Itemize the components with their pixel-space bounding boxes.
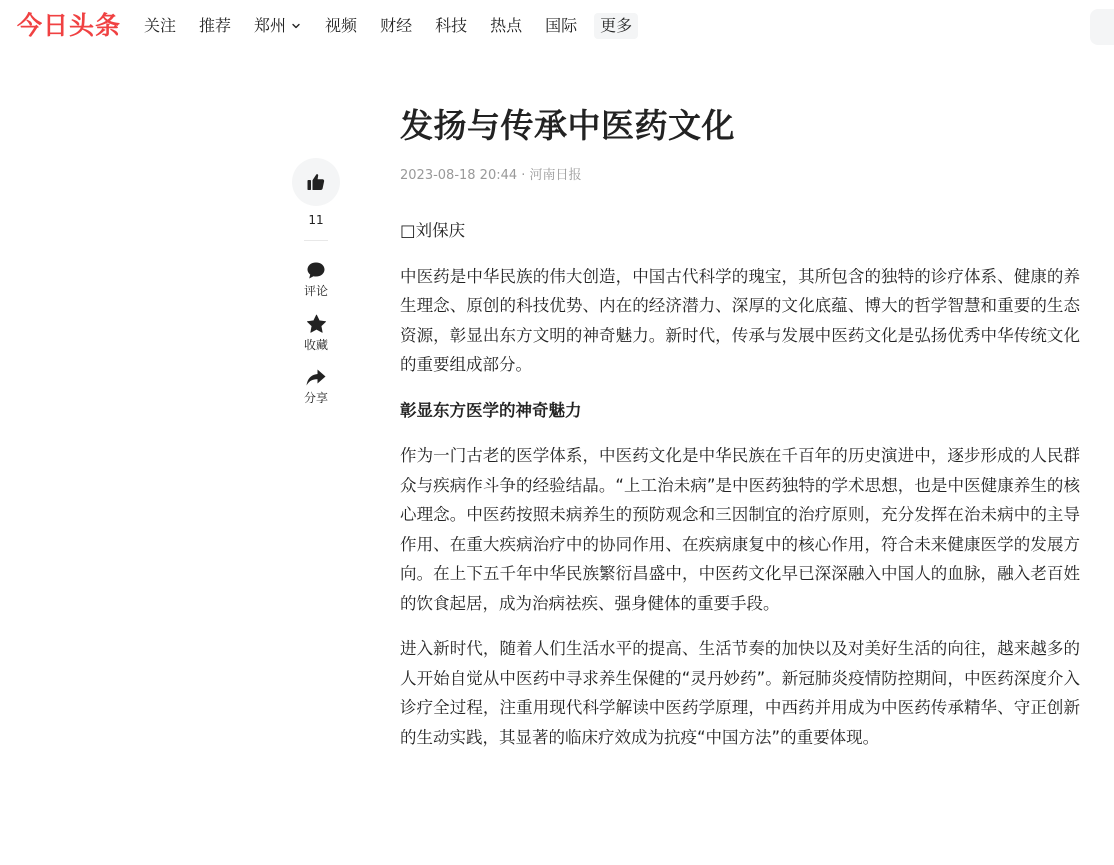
- nav-item-follow[interactable]: 关注: [144, 16, 177, 35]
- share-button[interactable]: [292, 368, 340, 405]
- toutiao-logo[interactable]: 今日头条: [17, 11, 122, 40]
- comment-label: 评论: [303, 284, 328, 298]
- favorite-button[interactable]: [292, 314, 340, 352]
- like-count: 11: [308, 213, 324, 227]
- nav-item-international[interactable]: 国际: [545, 16, 578, 35]
- comment-icon: [306, 261, 326, 280]
- favorite-label: 收藏: [303, 338, 328, 352]
- nav-item-hot[interactable]: 热点: [490, 16, 523, 35]
- article-paragraph: 作为一门古老的医学体系，中医药文化是中华民族在千百年的历史演进中，逐步形成的人民群众与疾病作斗争的经验结晶。“上工治未病”是中医药独特的学术思想，也是中医健康养生的核心理念。中医药按照未病养生的预防观念和三因制宜的治疗原则，充分发挥在治未病中的主导作用、在重大疾病治疗中的协同作用、在疾病康复中的核心作用，符合未来健康医学的发展方向。在上下五千年中华民族繁衍昌盛中，中医药文化早已深深融入中国人的血脉，融入老百姓的饮食起居，成为治病祛疾、强身健体的重要手段。: [400, 446, 1080, 613]
- article-meta: 2023-08-18 20:44 · 河南日报: [400, 168, 582, 183]
- nav-item-finance[interactable]: 财经: [380, 16, 413, 35]
- article-subheading: 彰显东方医学的神奇魅力: [400, 400, 582, 420]
- search-box-edge[interactable]: [1090, 9, 1114, 45]
- comment-button[interactable]: [292, 261, 340, 298]
- article-author: □刘保庆: [400, 221, 466, 240]
- like-button[interactable]: [292, 158, 340, 206]
- nav-item-zhengzhou[interactable]: [254, 13, 302, 39]
- nav-item-more[interactable]: 更多: [594, 13, 638, 39]
- nav-item-zhengzhou-label: 郑州: [254, 16, 287, 35]
- nav-item-tech[interactable]: 科技: [435, 16, 468, 35]
- nav-item-video[interactable]: 视频: [325, 16, 358, 35]
- article-title: 发扬与传承中医药文化: [400, 106, 735, 145]
- share-label: 分享: [303, 391, 328, 405]
- article-content: [400, 216, 1080, 752]
- star-icon: [306, 314, 327, 334]
- share-icon: [305, 368, 327, 387]
- article: [400, 100, 1080, 768]
- channel-nav: [144, 13, 661, 39]
- article-action-bar: [292, 158, 340, 405]
- side-divider: [304, 240, 328, 241]
- article-paragraph: 进入新时代，随着人们生活水平的提高、生活节奏的加快以及对美好生活的向往，越来越多的人开始自觉从中医药中寻求养生保健的“灵丹妙药”。新冠肺炎疫情防控期间，中医药深度介入诊疗全过程，注重用现代科学解读中医药学原理，中西药并用成为中医药传承精华、守正创新的生动实践，其显著的临床疗效成为抗疫“中国方法”的重要体现。: [400, 639, 1080, 747]
- top-navigation: [0, 0, 1114, 52]
- article-paragraph: 中医药是中华民族的伟大创造，中国古代科学的瑰宝，其所包含的独特的诊疗体系、健康的养生理念、原创的科技优势、内在的经济潜力、深厚的文化底蕴、博大的哲学智慧和重要的生态资源，彰显出东方文明的神奇魅力。新时代，传承与发展中医药文化是弘扬优秀中华传统文化的重要组成部分。: [400, 266, 1080, 374]
- nav-item-recommend[interactable]: 推荐: [199, 16, 232, 35]
- chevron-down-icon: [290, 20, 302, 32]
- thumbs-up-icon: [306, 172, 326, 192]
